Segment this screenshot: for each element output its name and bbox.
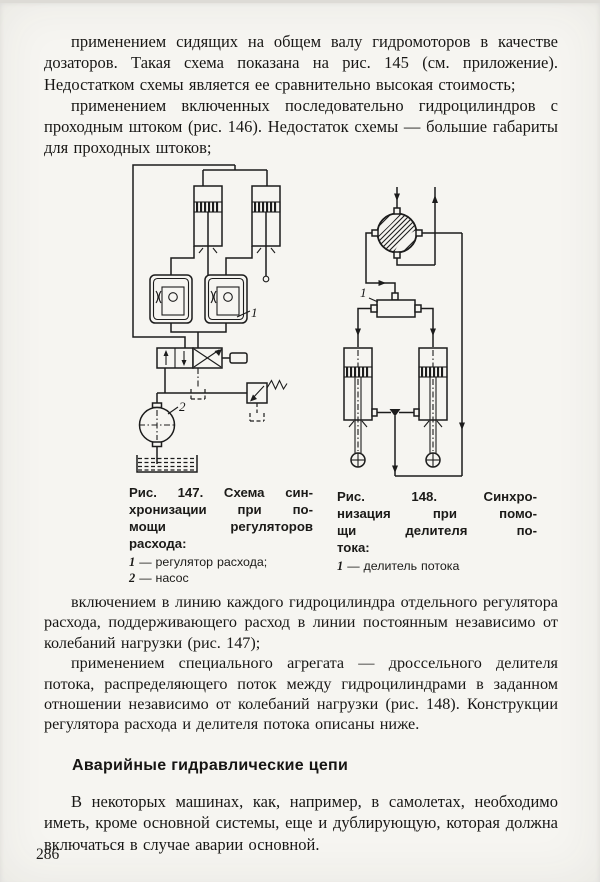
- valve-actuator: [230, 353, 247, 363]
- label-divider: [360, 285, 378, 302]
- page-number: 286: [36, 846, 60, 863]
- directional-valve: [157, 348, 247, 368]
- hydraulic-cylinder: [194, 186, 222, 282]
- paragraph: В некоторых машинах, как, например, в самолетах, необходимо иметь, кроме основной системы, еще и дублирующую, которая должна включаться в случае аварии основной.: [44, 792, 558, 854]
- figure-148-diagram: [333, 183, 478, 483]
- legend-item: [337, 559, 537, 575]
- legend-number: 1: [337, 559, 344, 573]
- legend-text: — делитель потока: [347, 559, 460, 573]
- caption-line: расхода:: [129, 536, 187, 551]
- pipe-lines: [171, 246, 252, 275]
- legend-number: 2: [129, 570, 136, 585]
- caption-line: низация при помо-: [337, 506, 537, 521]
- label-text: 1: [360, 285, 367, 300]
- drain-symbol: [191, 368, 205, 399]
- label-text: 2: [179, 399, 186, 414]
- intro-paragraphs: [44, 31, 558, 159]
- caption-line: щи делителя по-: [337, 523, 537, 538]
- caption-line: мощи регуляторов: [129, 519, 313, 534]
- legend-number: 1: [129, 555, 136, 569]
- section-heading: Аварийные гидравлические цепи: [72, 757, 349, 774]
- body-paragraphs: [44, 592, 558, 735]
- legend-item: [129, 571, 313, 587]
- figure-147-diagram: [95, 160, 340, 482]
- flow-divider: [371, 293, 421, 317]
- paragraph: применением специального агрегата — дроссельного делителя потока, распределяющего поток между гидроцилиндрами в заданном отношении независимо от колебаний нагрузки (рис. 148). Конструкции регулятора расхода и делителя потока описаны ниже.: [44, 654, 558, 734]
- figure-148-caption: [337, 488, 537, 575]
- figure-148-legend: [337, 559, 537, 575]
- hydraulic-cylinder: [414, 348, 447, 467]
- caption-line: Рис. 147. Схема син-: [129, 485, 313, 500]
- figure-147-caption: [129, 484, 313, 586]
- scan-edge-shadow: [0, 0, 600, 3]
- legend-text: — насос: [139, 570, 189, 585]
- legend-text: — регулятор расхода;: [139, 555, 268, 569]
- pipe-lines: [157, 368, 247, 393]
- flow-arrow-out: [432, 187, 438, 265]
- pump: [139, 393, 175, 464]
- hydraulic-cylinder: [344, 348, 377, 467]
- figure-147-legend: [129, 555, 313, 586]
- label-text: 1: [251, 305, 258, 320]
- caption-line: Рис. 148. Синхро-: [337, 489, 537, 504]
- caption-line: тока:: [337, 540, 370, 555]
- paragraph: применением сидящих на общем валу гидромоторов в качестве дозаторов. Такая схема показана на рис. 145 (см. приложение). Недостатком схемы является ее сравнительно высокая стоимость;: [44, 32, 558, 94]
- relief-valve: [247, 381, 287, 422]
- closing-paragraph: [44, 791, 558, 855]
- hydraulic-cylinder: [252, 186, 280, 282]
- hydraulic-schematic-147: [95, 160, 340, 482]
- label-pump: [168, 399, 186, 414]
- tank-reservoir: [137, 455, 197, 472]
- legend-item: [129, 555, 313, 571]
- pipe-lines: [171, 323, 226, 348]
- hydraulic-schematic-148: [333, 183, 478, 483]
- flow-arrow-in: [394, 187, 400, 208]
- caption-line: хронизации при по-: [129, 502, 313, 517]
- flow-regulator: [150, 275, 192, 323]
- paragraph: применением включенных последовательно гидроцилиндров с проходным штоком (рис. 146). Недостаток схемы — большие габариты для проходных штоков;: [44, 95, 558, 158]
- paragraph: включением в линию каждого гидроцилиндра отдельного регулятора расхода, поддерживающего расход в линии постоянным независимо от колебаний нагрузки (рис. 147);: [44, 593, 558, 652]
